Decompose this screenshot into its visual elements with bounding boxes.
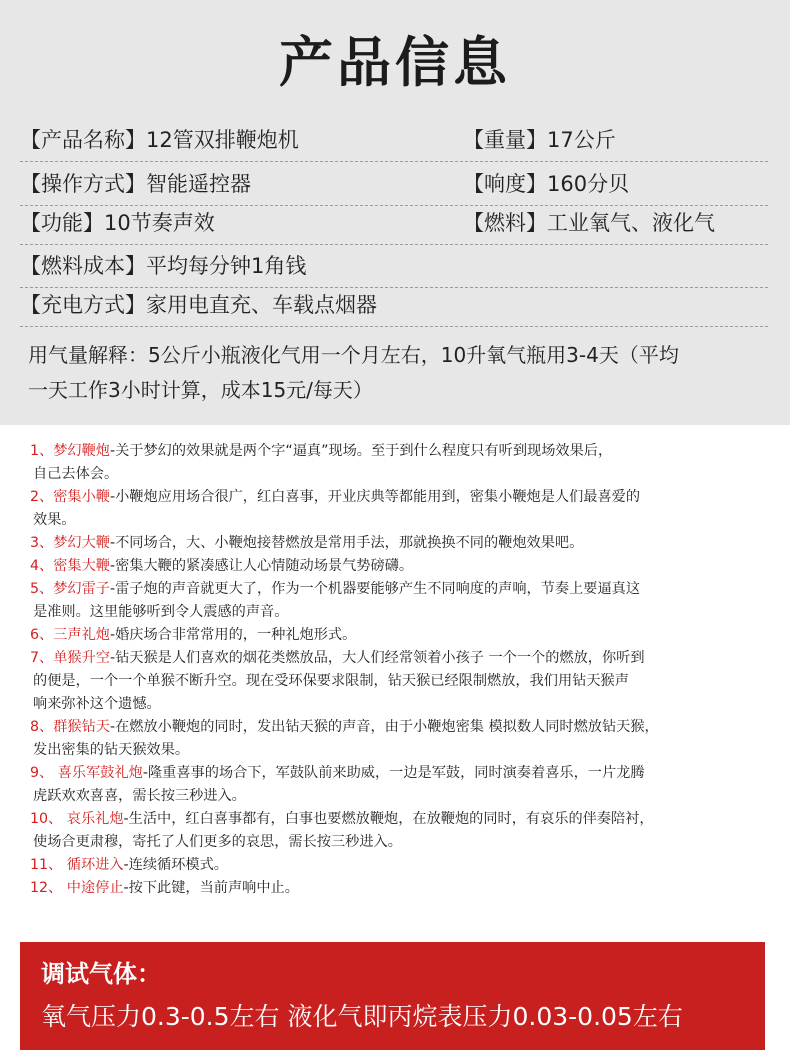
mode-description: -密集大鞭的紧凑感让人心情随动场景气势磅礴。 — [109, 558, 414, 574]
mode-description: -在燃放小鞭炮的同时，发出钻天猴的声音，由于小鞭炮密集 模拟数人同时燃放钻天猴， — [109, 719, 659, 735]
mode-description: 虎跃欢欢喜喜，需长按三秒进入。 — [33, 788, 246, 804]
mode-name: 密集大鞭 — [53, 558, 110, 574]
mode-description: -不同场合，大、小鞭炮接替燃放是常用手法，那就换换不同的鞭炮效果吧。 — [109, 535, 584, 551]
mode-name: 梦幻鞭炮 — [53, 443, 110, 459]
mode-name: 三声礼炮 — [53, 627, 110, 643]
mode-number: 9、 — [30, 765, 58, 781]
mode-item-line — [30, 785, 770, 808]
mode-name: 喜乐军鼓礼炮 — [57, 765, 143, 781]
mode-description: -关于梦幻的效果就是两个字“逼真”现场。至于到什么程度只有听到现场效果后， — [109, 443, 613, 459]
mode-description: 是准则。这里能够听到令人震感的声音。 — [33, 604, 289, 620]
mode-description: -连续循环模式。 — [123, 857, 228, 873]
explain-line: 用气量解释：5公斤小瓶液化气用一个月左右，10升氧气瓶用3-4天（平均 — [28, 343, 679, 367]
page-title: 产品信息 — [279, 31, 511, 94]
mode-name: 群猴钻天 — [53, 719, 110, 735]
mode-item-line — [30, 808, 770, 831]
spec-row-operation — [20, 164, 768, 206]
mode-number: 3、 — [30, 535, 54, 551]
mode-item-line — [30, 532, 770, 555]
mode-number: 7、 — [30, 650, 54, 666]
mode-item-line — [30, 670, 770, 693]
spec-product-name: 【产品名称】12管双排鞭炮机 — [20, 128, 299, 152]
mode-description: -生活中，红白喜事都有，白事也要燃放鞭炮，在放鞭炮的同时，有哀乐的伴奏陪衬， — [123, 811, 654, 827]
spec-row-function — [20, 203, 768, 245]
mode-item-line — [30, 555, 770, 578]
mode-number: 10、 — [30, 811, 67, 827]
sound-mode-list — [30, 440, 770, 900]
mode-item-line — [30, 578, 770, 601]
mode-name: 梦幻大鞭 — [53, 535, 110, 551]
mode-item-line — [30, 624, 770, 647]
mode-item-line — [30, 509, 770, 532]
mode-description: 响来弥补这个遗憾。 — [33, 696, 161, 712]
gas-usage-explanation — [28, 338, 768, 408]
spec-operation: 【操作方式】智能遥控器 — [20, 172, 251, 196]
mode-description: 的便是，一个一个单猴不断升空。现在受环保要求限制，钻天猴已经限制燃放，我们用钻天猴声 — [33, 673, 629, 689]
mode-description: -小鞭炮应用场合很广，红白喜事，开业庆典等都能用到，密集小鞭炮是人们最喜爱的 — [109, 489, 641, 505]
mode-item-line — [30, 463, 770, 486]
mode-item-line — [30, 739, 770, 762]
mode-item-line — [30, 693, 770, 716]
mode-item-line — [30, 716, 770, 739]
mode-number: 1、 — [30, 443, 54, 459]
spec-fuel: 【燃料】工业氧气、液化气 — [463, 211, 715, 235]
spec-function: 【功能】10节奏声效 — [20, 211, 215, 235]
mode-description: 发出密集的钻天猴效果。 — [33, 742, 190, 758]
mode-name: 哀乐礼炮 — [66, 811, 124, 827]
spec-fuel-cost: 【燃料成本】平均每分钟1角钱 — [20, 254, 307, 278]
banner-text: 氧气压力0.3-0.5左右 液化气即丙烷表压力0.03-0.05左右 — [41, 1002, 683, 1031]
mode-description: -隆重喜事的场合下，军鼓队前来助威，一边是军鼓，同时演奏着喜乐，一片龙腾 — [142, 765, 645, 781]
spec-row-fuel-cost — [20, 246, 768, 288]
banner-title: 调试气体： — [41, 960, 161, 988]
mode-number: 8、 — [30, 719, 54, 735]
mode-name: 循环进入 — [66, 857, 124, 873]
mode-description: 使场合更肃穆，寄托了人们更多的哀思，需长按三秒进入。 — [33, 834, 402, 850]
spec-charging: 【充电方式】家用电直充、车载点烟器 — [20, 293, 377, 317]
product-info-panel — [0, 0, 790, 425]
mode-name: 中途停止 — [66, 880, 124, 896]
mode-item-line — [30, 440, 770, 463]
mode-item-line — [30, 601, 770, 624]
mode-name: 单猴升空 — [53, 650, 110, 666]
mode-description: 自己去体会。 — [33, 466, 119, 482]
mode-description: -雷子炮的声音就更大了，作为一个机器要能够产生不同响度的声响，节奏上要逼真这 — [109, 581, 641, 597]
mode-description: 效果。 — [33, 512, 76, 528]
mode-number: 6、 — [30, 627, 54, 643]
mode-name: 密集小鞭 — [53, 489, 110, 505]
spec-row-name — [20, 120, 768, 162]
spec-row-charging — [20, 285, 768, 327]
gas-setting-banner — [20, 942, 765, 1050]
mode-item-line — [30, 831, 770, 854]
explain-line: 一天工作3小时计算，成本15元/每天） — [28, 378, 373, 402]
mode-item-line — [30, 877, 770, 900]
mode-number: 4、 — [30, 558, 54, 574]
mode-description: -钻天猴是人们喜欢的烟花类燃放品，大人们经常领着小孩子 一个一个的燃放，你听到 — [109, 650, 645, 666]
mode-description: -按下此键，当前声响中止。 — [123, 880, 299, 896]
mode-item-line — [30, 854, 770, 877]
mode-number: 5、 — [30, 581, 54, 597]
mode-description: -婚庆场合非常常用的，一种礼炮形式。 — [109, 627, 357, 643]
mode-item-line — [30, 762, 770, 785]
mode-item-line — [30, 647, 770, 670]
mode-name: 梦幻雷子 — [53, 581, 110, 597]
mode-number: 12、 — [30, 880, 67, 896]
mode-item-line — [30, 486, 770, 509]
spec-weight: 【重量】17公斤 — [463, 128, 616, 152]
spec-loudness: 【响度】160分贝 — [463, 172, 630, 196]
mode-number: 11、 — [30, 857, 67, 873]
mode-number: 2、 — [30, 489, 54, 505]
